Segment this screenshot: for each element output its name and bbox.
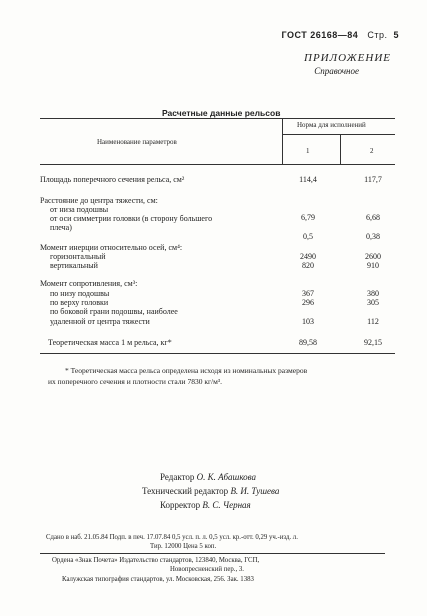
page-header (282, 30, 399, 40)
row-label: Момент инерции относительно осей, см⁴: (40, 243, 183, 252)
param-header: Наименование параметров (97, 138, 177, 146)
row-value-1: 6,79 (301, 213, 315, 222)
row-label: Теоретическая масса 1 м рельса, кг* (48, 338, 172, 347)
row-value-2: 6,68 (366, 213, 380, 222)
imprint-line-2: Тир. 12000 Цена 5 коп. (150, 543, 217, 550)
row-value-1: 114,4 (299, 175, 317, 184)
col2-header: 2 (370, 147, 374, 155)
appendix-subtitle: Справочное (314, 66, 359, 76)
imprint-line-1: Сдано в наб. 21.05.84 Подп. в печ. 17.07.84 0,5 усл. п. л. 0,5 усл. кр.-отт. 0,29 уч.-изд. л. (46, 534, 298, 541)
footnote-line-1: * Теоретическая масса рельса определена исходя из номинальных размеров (65, 366, 308, 375)
corrector-name: В. С. Черная (202, 500, 251, 510)
row-label: от низа подошвы (50, 205, 109, 214)
row-value-2: 305 (367, 298, 379, 307)
row-label: плеча) (50, 223, 72, 232)
row-value-1: 2490 (300, 252, 316, 261)
row-value-1: 296 (302, 298, 314, 307)
table-header-rule (40, 164, 395, 165)
row-label: вертикальный (50, 261, 98, 270)
row-value-2: 92,15 (364, 338, 382, 347)
row-label: удаленной от центра тяжести (50, 317, 150, 326)
editor-line (160, 472, 256, 482)
row-value-1: 0,5 (303, 232, 313, 241)
tech-editor-line (142, 486, 279, 496)
row-value-2: 117,7 (364, 175, 382, 184)
imprint-line-4: Новопресненский пер., 3. (170, 566, 244, 573)
row-value-2: 910 (367, 261, 379, 270)
col1-header: 1 (306, 147, 310, 155)
row-value-1: 89,58 (299, 338, 317, 347)
table-bottom-rule (40, 353, 395, 354)
row-label: по верху головки (50, 298, 109, 307)
table-norm-rule (282, 134, 395, 135)
tech-editor-label: Технический редактор (142, 486, 229, 496)
row-label: по боковой грани подошвы, наиболее (50, 307, 178, 316)
editor-name: О. К. Абашкова (196, 472, 257, 482)
row-value-1: 367 (302, 289, 314, 298)
norm-header: Норма для исполнений (297, 121, 366, 129)
row-label: по низу подошвы (50, 289, 110, 298)
page-label: Стр. (367, 30, 388, 40)
gost-number: ГОСТ 26168—84 (281, 30, 359, 40)
row-label: от оси симметрии головки (в сторону большего (50, 214, 213, 223)
imprint-line-3: Ордена «Знак Почета» Издательство стандартов, 123840, Москва, ГСП, (52, 557, 260, 564)
appendix-title: ПРИЛОЖЕНИЕ (304, 52, 391, 64)
table-subcol-divider (340, 134, 341, 164)
imprint-line-5: Калужская типография стандартов, ул. Московская, 256. Зак. 1383 (62, 576, 254, 583)
imprint-rule (40, 553, 385, 554)
row-label: Расстояние до центра тяжести, см: (40, 196, 158, 205)
row-value-1: 820 (302, 261, 314, 270)
row-value-2: 2600 (365, 252, 381, 261)
editor-label: Редактор (160, 472, 195, 482)
row-label: Момент сопротивления, см³: (40, 279, 138, 288)
corrector-label: Корректор (160, 500, 201, 510)
tech-editor-name: В. И. Тушева (230, 486, 280, 496)
footnote-line-2: их поперечного сечения и плотности стали 7830 кг/м³. (48, 377, 222, 386)
row-value-2: 0,38 (366, 232, 380, 241)
table-col-divider (282, 118, 283, 164)
corrector-line (160, 500, 251, 510)
row-value-2: 380 (367, 289, 379, 298)
row-label: Площадь поперечного сечения рельса, см² (40, 175, 185, 184)
row-label: горизонтальный (50, 252, 106, 261)
row-value-1: 103 (302, 317, 314, 326)
table-top-rule (40, 118, 395, 119)
page-number: 5 (393, 30, 399, 40)
table-title: Расчетные данные рельсов (162, 108, 281, 118)
row-value-2: 112 (367, 317, 379, 326)
